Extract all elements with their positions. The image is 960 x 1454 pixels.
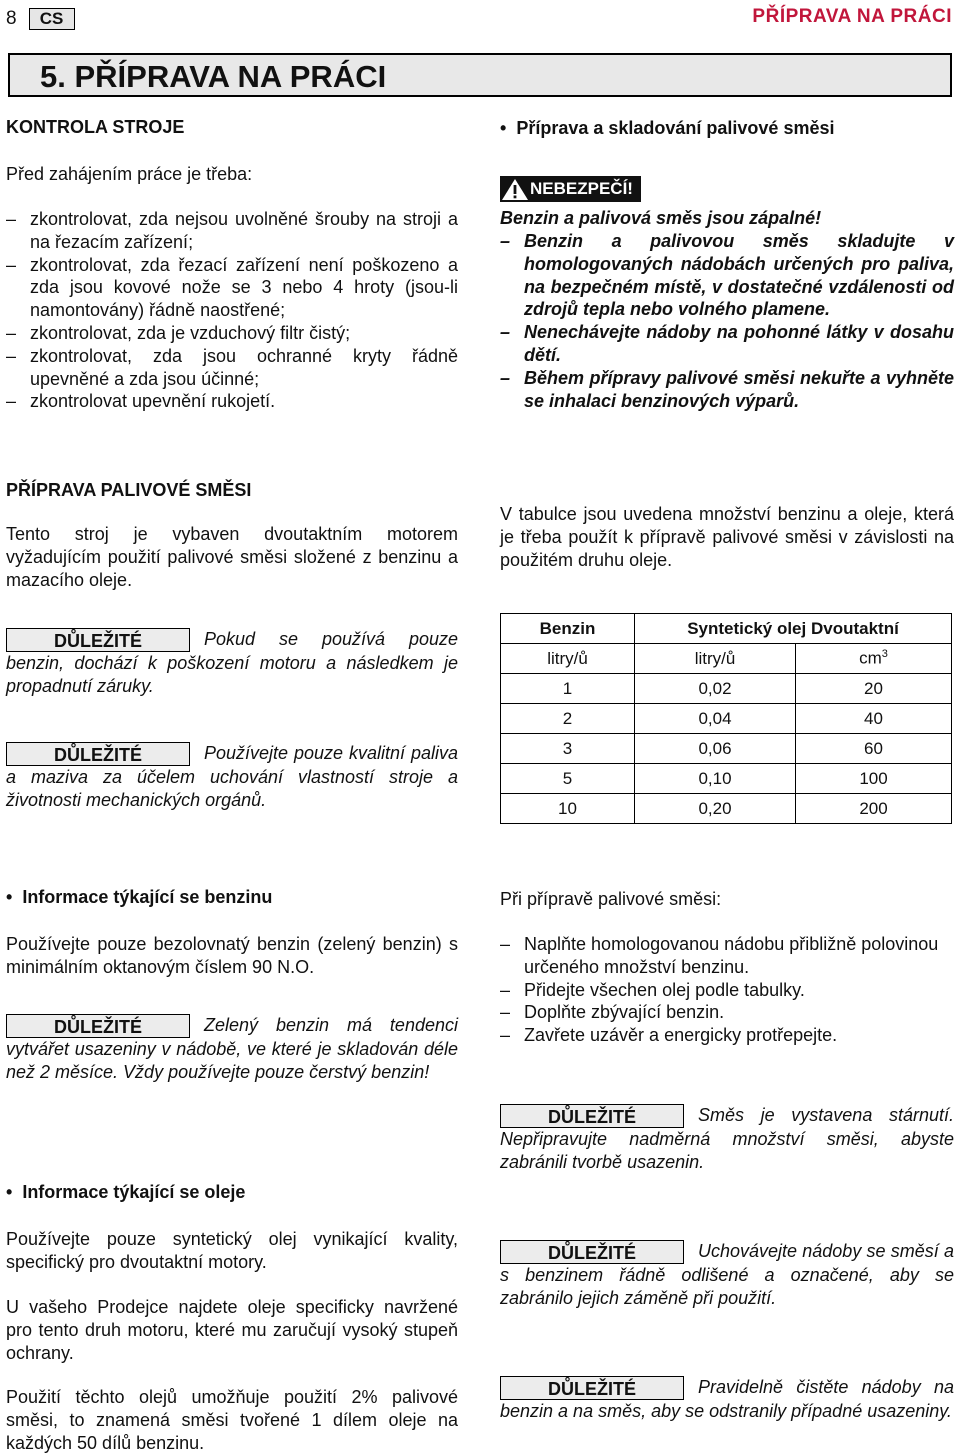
prep-intro: Při přípravě palivové směsi:: [500, 889, 722, 909]
table-cell: 1: [501, 674, 635, 704]
important-note: DŮLEŽITÉ Uchovávejte nádoby se směsí a s benzinem řádně odlišené a označené, aby se zabránilo jejich záměně při použití.: [500, 1241, 954, 1308]
danger-list: [500, 230, 954, 412]
important-badge: DŮLEŽITÉ: [500, 1104, 684, 1128]
oil-text-2: U vašeho Prodejce najdete oleje specificky navržené pro tento druh motoru, které mu zaručují vysoký stupeň ochrany.: [6, 1297, 458, 1363]
running-title: PŘÍPRAVA NA PRÁCI: [752, 6, 952, 27]
list-item: – Přidejte všechen olej podle tabulky.: [500, 979, 954, 1002]
inspection-heading: KONTROLA STROJE: [6, 117, 185, 137]
unit-cell: litry/ů: [635, 644, 796, 674]
petrol-bullet-heading: • Informace týkající se benzinu: [6, 887, 273, 907]
chapter-title: 5. PŘÍPRAVA NA PRÁCI: [40, 59, 387, 94]
table-row: [501, 794, 952, 824]
important-badge: DŮLEŽITÉ: [6, 1014, 190, 1038]
bullet-icon: •: [6, 1182, 23, 1202]
storage-bullet-heading: • Příprava a skladování palivové směsi: [500, 118, 835, 138]
important-note: DŮLEŽITÉ Pravidelně čistěte nádoby na benzin a na směs, aby se odstranily případné usazeniny.: [500, 1377, 954, 1421]
header-cell: Syntetický olej Dvoutaktní: [635, 614, 952, 644]
list-item: – zkontrolovat, zda je vzduchový filtr čistý;: [6, 322, 458, 345]
important-badge: DŮLEŽITÉ: [500, 1240, 684, 1264]
table-header-row: [501, 614, 952, 644]
table-cell: 40: [796, 704, 952, 734]
table-row: [501, 764, 952, 794]
fuel-ratio-table: [500, 613, 952, 824]
list-item: – zkontrolovat, zda nejsou uvolněné šrouby na stroji a na řezacím zařízení;: [6, 208, 458, 254]
table-cell: 60: [796, 734, 952, 764]
chapter-title-bar: [8, 53, 952, 97]
table-unit-row: [501, 644, 952, 674]
table-row: [501, 674, 952, 704]
list-item: – zkontrolovat, zda řezací zařízení není poškozeno a zda jsou kovové nože se 3 nebo 4 hroty (jsou-li namontovány) řádně naostřené;: [6, 254, 458, 322]
list-item: – zkontrolovat, zda jsou ochranné kryty řádně upevněné a zda jsou účinné;: [6, 345, 458, 391]
petrol-text: Používejte pouze bezolovnatý benzin (zelený benzin) s minimálním oktanovým číslem 90 N.O.: [6, 934, 458, 977]
prep-steps: [500, 933, 954, 1047]
table-cell: 200: [796, 794, 952, 824]
inspection-list: [6, 208, 458, 413]
list-item: – Zavřete uzávěr a energicky protřepejte.: [500, 1024, 954, 1047]
table-cell: 0,04: [635, 704, 796, 734]
danger-badge: [500, 176, 641, 202]
important-note: DŮLEŽITÉ Směs je vystavena stárnutí. Nepřipravujte nadměrná množství směsi, abyste zabránili tvorbě usazenin.: [500, 1105, 954, 1172]
language-badge: CS: [29, 8, 75, 30]
table-cell: 2: [501, 704, 635, 734]
list-item: – Během přípravy palivové směsi nekuřte a vyhněte se inhalaci benzinových výparů.: [500, 367, 954, 413]
table-cell: 5: [501, 764, 635, 794]
danger-label: NEBEZPEČÍ!: [530, 179, 633, 198]
oil-bullet-heading: • Informace týkající se oleje: [6, 1182, 246, 1202]
table-cell: 0,06: [635, 734, 796, 764]
unit-cell: litry/ů: [501, 644, 635, 674]
table-cell: 0,10: [635, 764, 796, 794]
table-cell: 20: [796, 674, 952, 704]
important-note: DŮLEŽITÉ Pokud se používá pouze benzin, dochází k poškození motoru a následkem je propadnutí záruky.: [6, 629, 458, 696]
important-badge: DŮLEŽITÉ: [6, 628, 190, 652]
unit-cell: $cm^3$: [796, 644, 952, 674]
table-cell: 0,20: [635, 794, 796, 824]
page-header: [6, 8, 75, 30]
important-badge: DŮLEŽITÉ: [6, 742, 190, 766]
list-item: – zkontrolovat upevnění rukojetí.: [6, 390, 458, 413]
list-item: – Doplňte zbývající benzin.: [500, 1001, 954, 1024]
important-note: DŮLEŽITÉ Zelený benzin má tendenci vytvářet usazeniny v nádobě, ve které je skladován déle než 2 měsíce. Vždy používejte pouze čerstvý benzin!: [6, 1015, 458, 1082]
oil-text-1: Používejte pouze syntetický olej vynikající kvality, specifický pro dvoutaktní motory.: [6, 1229, 458, 1272]
table-cell: 10: [501, 794, 635, 824]
danger-heading: Benzin a palivová směs jsou zápalné!: [500, 208, 822, 228]
fuel-mix-intro: Tento stroj je vybaven dvoutaktním motorem vyžadujícím použití palivové směsi složené z benzinu a mazacího oleje.: [6, 524, 458, 590]
table-row: [501, 704, 952, 734]
table-cell: 3: [501, 734, 635, 764]
important-note: DŮLEŽITÉ Používejte pouze kvalitní paliva a maziva za účelem uchování vlastností stroje a životnosti mechanických orgánů.: [6, 743, 458, 810]
header-cell: Benzin: [501, 614, 635, 644]
list-item: – Nenechávejte nádoby na pohonné látky v dosahu dětí.: [500, 321, 954, 367]
page-number: 8: [6, 8, 17, 29]
table-intro: V tabulce jsou uvedena množství benzinu a oleje, která je třeba použít k přípravě palivové směsi v závislosti na použitém druhu oleje.: [500, 504, 954, 570]
important-badge: DŮLEŽITÉ: [500, 1376, 684, 1400]
table-cell: 0,02: [635, 674, 796, 704]
inspection-intro: Před zahájením práce je třeba:: [6, 164, 253, 184]
bullet-icon: •: [6, 887, 23, 907]
table-row: [501, 734, 952, 764]
oil-text-3: Použití těchto olejů umožňuje použití 2% palivové směsi, to znamená směsi tvořené 1 dílem oleje na každých 50 dílů benzinu.: [6, 1387, 458, 1453]
table-cell: 100: [796, 764, 952, 794]
list-item: – Naplňte homologovanou nádobu přibližně polovinou určeného množství benzinu.: [500, 933, 954, 979]
warning-triangle-icon: [500, 176, 530, 202]
list-item: – Benzin a palivovou směs skladujte v homologovaných nádobách určených pro paliva, na bezpečném místě, v dostatečné vzdálenosti od zdrojů tepla nebo volného plamene.: [500, 230, 954, 321]
bullet-icon: •: [500, 118, 517, 138]
fuel-mix-heading: PŘÍPRAVA PALIVOVÉ SMĚSI: [6, 480, 252, 500]
